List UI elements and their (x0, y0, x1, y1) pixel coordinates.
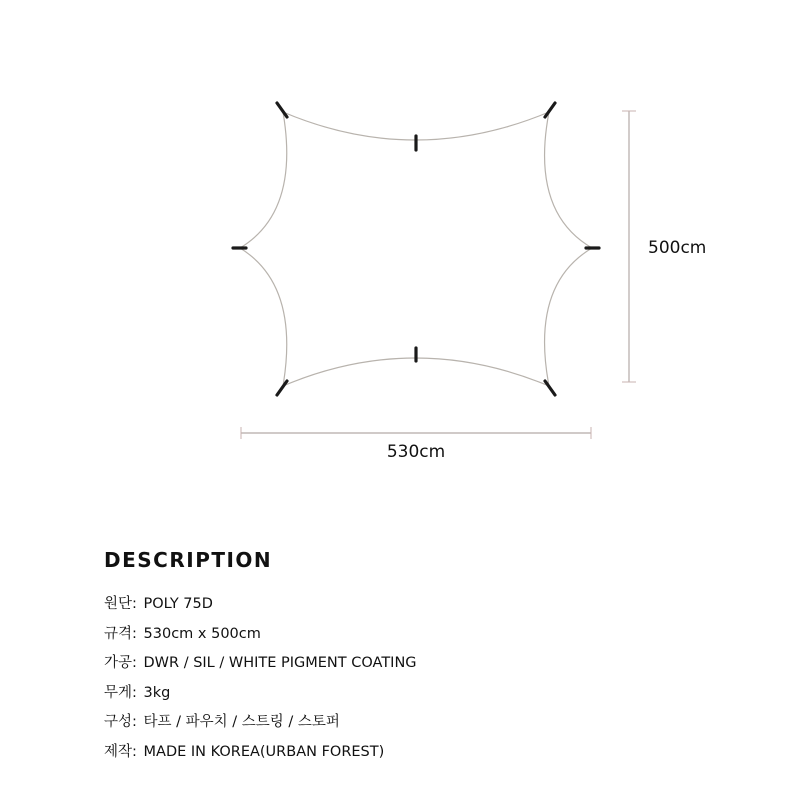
spec-label: 규격 (104, 625, 133, 642)
pole-marker-bottom-left (277, 381, 287, 395)
spec-value: 3kg (143, 684, 171, 701)
spec-label: 제작 (104, 743, 133, 760)
spec-separator: : (132, 655, 137, 671)
pole-markers (233, 103, 599, 395)
spec-value: 타프 / 파우치 / 스트링 / 스토퍼 (143, 714, 340, 730)
spec-value: DWR / SIL / WHITE PIGMENT COATING (143, 655, 417, 671)
spec-label: 원단 (104, 596, 133, 612)
spec-row-weight (104, 679, 764, 709)
width-dimension (241, 427, 591, 462)
pole-marker-top-left (277, 103, 287, 117)
spec-separator: : (132, 743, 137, 760)
spec-value: 530cm x 500cm (143, 625, 261, 642)
pole-marker-bottom-right (545, 381, 555, 395)
height-label: 500cm (648, 238, 707, 258)
spec-value: POLY 75D (143, 596, 213, 612)
description-title: DESCRIPTION (104, 548, 273, 572)
spec-label: 구성 (104, 714, 133, 730)
spec-value: MADE IN KOREA(URBAN FOREST) (143, 743, 385, 760)
spec-row-fabric (104, 590, 764, 620)
spec-separator: : (132, 684, 137, 701)
tarp-outline (240, 112, 592, 386)
spec-separator: : (132, 625, 137, 642)
width-label: 530cm (386, 442, 446, 462)
spec-row-size (104, 620, 764, 650)
spec-row-components (104, 708, 764, 738)
description-section (104, 548, 764, 767)
spec-row-manufacture (104, 738, 764, 768)
spec-separator: : (132, 596, 137, 612)
spec-separator: : (132, 714, 137, 730)
spec-label: 가공 (104, 655, 133, 671)
spec-row-processing (104, 649, 764, 679)
spec-label: 무게 (104, 684, 133, 701)
pole-marker-top-right (545, 103, 555, 117)
height-dimension (622, 111, 706, 382)
